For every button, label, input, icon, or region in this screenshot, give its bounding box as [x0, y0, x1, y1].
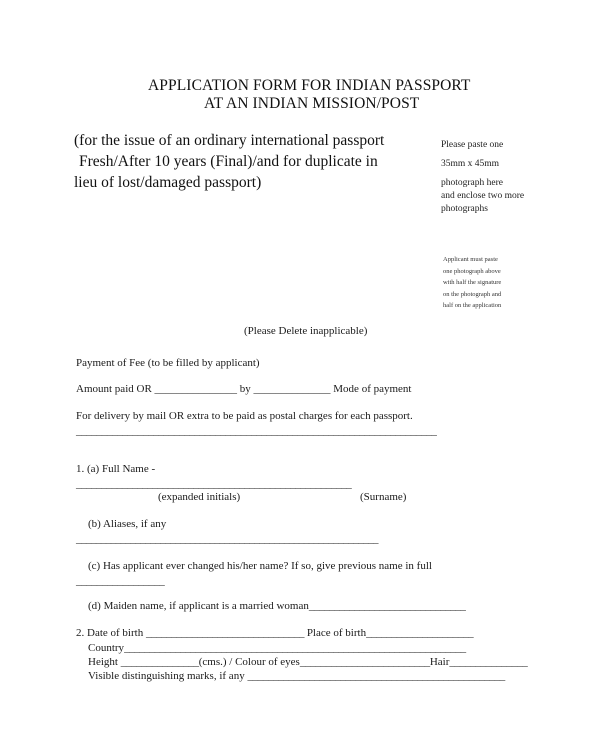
full-name-blank[interactable]: ______________________________________________________ — [76, 478, 352, 490]
distinguishing-marks-row — [88, 670, 505, 682]
form-title-line-2: AT AN INDIAN MISSION/POST — [204, 95, 420, 112]
delete-inapplicable-note: (Please Delete inapplicable) — [244, 325, 368, 337]
delivery-instruction: For delivery by mail OR extra to be paid as postal charges for each passport. — [76, 410, 413, 422]
signature-instruction-line: with half the signature — [443, 279, 502, 286]
hair-blank[interactable]: _______________ — [449, 656, 528, 668]
place-of-birth-label: Place of birth — [306, 627, 367, 639]
paid-by-label: by — [239, 383, 251, 395]
paid-by-blank[interactable]: ______________ — [253, 383, 331, 395]
height-label: Height — [88, 656, 118, 668]
signature-instruction — [443, 254, 501, 312]
photo-instruction-line: Please paste one — [441, 140, 504, 150]
colour-of-eyes-blank[interactable]: _________________________ — [299, 656, 430, 668]
intro-line-3: lieu of lost/damaged passport) — [74, 174, 262, 191]
aliases-label: (b) Aliases, if any — [88, 518, 167, 530]
photo-instruction — [441, 136, 524, 219]
expanded-initials-caption: (expanded initials) — [158, 491, 241, 503]
maiden-name-blank[interactable]: _______________________________ — [308, 600, 466, 612]
signature-instruction-line: one photograph above — [443, 267, 501, 275]
place-of-birth-blank[interactable]: _____________________ — [366, 627, 474, 639]
payment-heading: Payment of Fee (to be filled by applicant) — [76, 357, 260, 369]
changed-name-blank[interactable]: _________________ — [76, 575, 165, 587]
distinguishing-marks-label: Visible distinguishing marks, if any — [88, 670, 245, 682]
country-blank[interactable]: ___________________________________________________________________ — [124, 642, 466, 654]
photo-instruction-line: and enclose two more — [441, 191, 525, 201]
changed-name-label: (c) Has applicant ever changed his/her name? If so, give previous name in full — [88, 560, 432, 572]
photo-instruction-line: 35mm x 45mm — [441, 159, 500, 169]
distinguishing-marks-blank[interactable]: __________________________________________________ — [247, 670, 505, 682]
maiden-name-label: (d) Maiden name, if applicant is a married woman — [88, 600, 309, 612]
signature-instruction-line: Applicant must paste — [443, 256, 498, 263]
intro-line-2: Fresh/After 10 years (Final)/and for duplicate in — [79, 153, 378, 170]
intro-line-1: (for the issue of an ordinary international passport — [74, 132, 385, 149]
date-of-birth-label: 2. Date of birth — [76, 627, 144, 639]
height-blank[interactable]: _______________ — [120, 656, 199, 668]
photo-instruction-line: photograph here — [441, 178, 503, 188]
amount-paid-blank[interactable]: _______________ — [154, 383, 238, 395]
mode-of-payment-label: Mode of payment — [333, 383, 412, 395]
cms-colour-of-eyes-label: (cms.) / Colour of eyes — [198, 656, 300, 668]
photo-instruction-line: photographs — [441, 204, 488, 214]
aliases-blank[interactable]: _____________________________________________________________ — [76, 533, 378, 545]
form-title-line-1: APPLICATION FORM FOR INDIAN PASSPORT — [148, 77, 471, 94]
height-row — [88, 656, 527, 668]
surname-caption: (Surname) — [360, 491, 407, 503]
hair-label: Hair — [429, 656, 450, 668]
date-of-birth-blank[interactable]: _______________________________ — [145, 627, 305, 639]
amount-paid-label: Amount paid OR — [76, 383, 152, 395]
signature-instruction-line: half on the application — [443, 302, 502, 309]
country-row — [88, 642, 466, 654]
amount-paid-row — [76, 383, 411, 395]
maiden-name-row — [88, 600, 465, 612]
date-of-birth-row — [76, 627, 473, 639]
full-name-label: 1. (a) Full Name - — [76, 463, 156, 475]
signature-instruction-line: on the photograph and — [443, 290, 502, 298]
delivery-blank[interactable]: ______________________________________________________________________ — [76, 425, 437, 437]
country-label: Country — [88, 642, 125, 654]
